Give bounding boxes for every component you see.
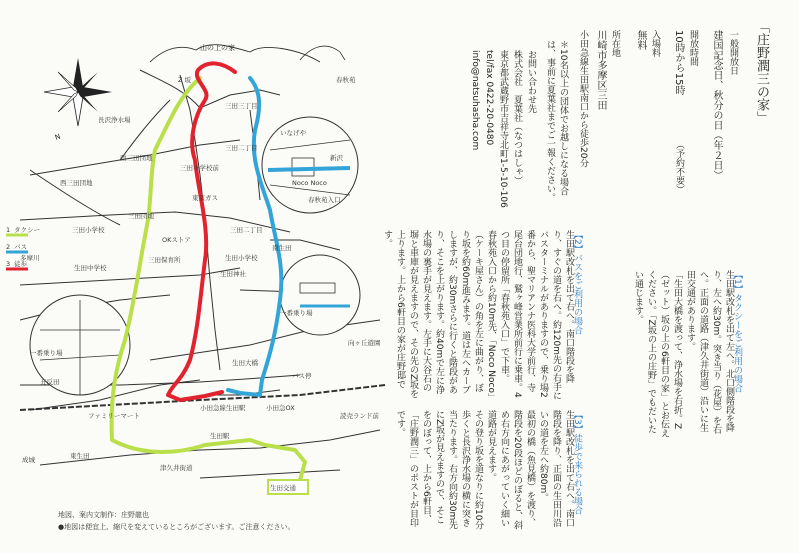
map-label-station-ex: 一番乗り場: [30, 349, 63, 357]
contact-tel: tel/fax 0422-20-0480: [484, 50, 494, 146]
hours-label: 開放時間: [688, 30, 698, 66]
map-label-tamagawa: 多摩川: [20, 254, 40, 262]
map-label-inaoka: いなげや: [280, 129, 306, 137]
contact-address: 東京都武蔵野市吉祥寺北町1-5-10-106: [498, 50, 508, 208]
map-label-yomiuri: 読売ランド前: [340, 412, 379, 420]
bus-route-inset: [268, 168, 350, 170]
contact-label: お問い合わせ先: [526, 50, 536, 113]
fee-label: 入場料: [650, 30, 660, 57]
map-note: ●地図は便宜上、縮尺を変えているところがございます。ご注意ください。: [58, 523, 295, 531]
map-label-kodakyu-ex: 小田急OX: [266, 404, 295, 412]
route-map: [0, 0, 392, 553]
map-label-nishi3-kodan: 西三田団地: [60, 179, 93, 187]
map-label-mukogaoka: 向ヶ丘遊園: [348, 339, 381, 347]
legend-label-taxi: タクシー: [14, 226, 40, 234]
map-label-higashi-ikuta: 東生田: [70, 452, 90, 460]
contact-email: info@natsuhasha.com: [470, 50, 480, 151]
house-title: 「庄野潤三の家」: [754, 20, 769, 124]
hours: 10時から15時: [673, 30, 684, 96]
map-label-ikuta-eki: 生田駅: [210, 432, 230, 440]
legend: [6, 225, 40, 269]
address-label: 所在地: [610, 30, 620, 57]
section-bus-title: 【2】バスをご利用の場合: [572, 230, 582, 335]
map-label-z-saka: Z 坂: [178, 76, 192, 84]
map-label-nishi3-danchi: 西三田団地: [120, 154, 153, 162]
map-label-sanda-shogakko: 三田小学校: [72, 226, 105, 234]
map-label-sanda-iriguchi: 春秋苑入口: [308, 196, 341, 204]
map-label-nagasawa: 長沢浄水場: [98, 116, 131, 124]
map-label-minami-ikuta: 南生田: [272, 244, 292, 252]
walk-route: [168, 63, 235, 400]
fee: 無料: [635, 30, 646, 50]
map-label-shoshin: 三田小学校前: [180, 164, 219, 172]
open-days: 建国記念日、秋分の日（年２日）: [711, 30, 722, 180]
map-label-sandajinja: 生田神社: [220, 270, 246, 278]
section-walk-title: 【3】徒歩で来られる場合: [572, 410, 582, 515]
map-label-sanda-danchi: 三田団地: [128, 212, 154, 220]
map-label-ok-store: OKストア: [162, 236, 191, 244]
svg-text:N: N: [53, 132, 62, 142]
mountain-sketch: [150, 45, 320, 62]
legend-num-3: 3: [6, 260, 11, 268]
address: 川崎市多摩区三田: [595, 30, 606, 110]
section-walk-body: 生田駅改札を出て右へ。南口階段を降り、正面の生田川沿いの道を左へ約80m。 最初の橋（魚見橋）を渡り、階段を20段ほどのぼると、斜め右方向にあがっていく細い道路が見えます。 その登り坂を道なりに約10分歩くと長沢浄水場の横に突き当たります。右方向約30m先にZ坂が見えますので、そこをのぼって、上から6軒目、「庄野潤三」のポストが目印です。: [395, 410, 574, 530]
map-label-yamanoue: 山の上の家: [200, 44, 235, 52]
map-label-kino-gas: 東京ガス: [192, 194, 218, 202]
map-label-ikuta-od: 小田急線生田駅: [200, 404, 246, 412]
legend-num-2: 2: [6, 243, 11, 251]
map-label-sanda-hosho: 三田保育所: [148, 256, 181, 264]
compass-rose-icon: [44, 58, 112, 142]
inset-bus-stop: [280, 255, 360, 335]
map-label-seijo: 成城: [22, 456, 35, 464]
map-label-izumi: 三田二丁目: [230, 226, 263, 234]
map-label-bus-stop: バス停: [292, 372, 312, 380]
group-note: ＊10名以上の団体でお越しになる場合は、事前に夏葉社までご一報ください。: [545, 40, 568, 202]
map-label-ikuta-shogakko: 生田小学校: [225, 254, 258, 262]
map-label-shunshuen: 春秋苑: [336, 76, 356, 84]
map-label-sanda2: 三田二丁目: [225, 144, 258, 152]
legend-label-bus: バス: [14, 243, 27, 251]
address-note: 小田急線生田駅南口から徒歩20分: [578, 30, 588, 168]
map-label-noconoco: Noco Noco: [292, 179, 327, 187]
section-taxi-body: 生田駅改札を出て左へ。北口側階段を降り、左へ約30m。突き当り（花屋）を右へ。正面の道路（津久井街道）沿いに生田交通があります。 「生田大橋を渡って、浄水場を右折。Z（ゼット）坂の上の6軒目の家」とお伝えください。「Z坂の上の庄野」でもだいたい通じます。: [633, 270, 734, 438]
map-label-tsukui: 津久井街道: [160, 464, 193, 472]
map-label-ichiban: 一番乗り場: [280, 309, 313, 317]
map-label-gohanda: 五反田: [40, 378, 60, 386]
open-days-label: 一般開放日: [728, 30, 738, 75]
section-bus-body: 生田駅改札を出て右へ。南口階段を降り、すぐの道を右へ。約120m先の右手にバスターミナルがありますので、乗り場2番から、聖マリアンナ医科大学前行、寺尾台団地行、鷲ヶ峰営業所前行に乗車。4つ目の停留所「春秋苑入口」で下車。 春秋苑入口から約10m先、「Noco Noco」（ケーキ屋さん）の角を左に曲がり、ぼり坂を約60m進みます。道は左へカーブしますが、約30mさらに行くと階段があり、そこを上がります。約40mで左に浄水場の裏手が見えます。左手に大谷石の塀と車庫が見えますので、その先のZ坂を上ります。上から6軒目の家が庄野邸です。: [382, 230, 574, 400]
legend-label-walk: 徒歩: [14, 260, 27, 268]
map-label-ikuta-kotsu: 生田交通: [270, 484, 296, 492]
section-taxi-title: 【1】タクシーをご利用の場合: [732, 270, 742, 393]
hours-note: （予約不要）: [674, 140, 684, 194]
contact-name: 株式会社 夏葉社（なつはしゃ）: [512, 50, 522, 185]
map-label-shinzawa: 新沢: [330, 154, 343, 162]
map-label-sanda3: 三田三丁目: [225, 102, 258, 110]
map-label-ikuta-chu: 生田中学校: [74, 264, 107, 272]
legend-num-1: 1: [6, 226, 11, 234]
map-label-family-mart: ファミリーマート: [88, 412, 140, 420]
map-label-kochigaya: 生田大橋: [232, 359, 258, 367]
map-credit: 地図、案内文制作：庄野龍也: [58, 511, 149, 519]
